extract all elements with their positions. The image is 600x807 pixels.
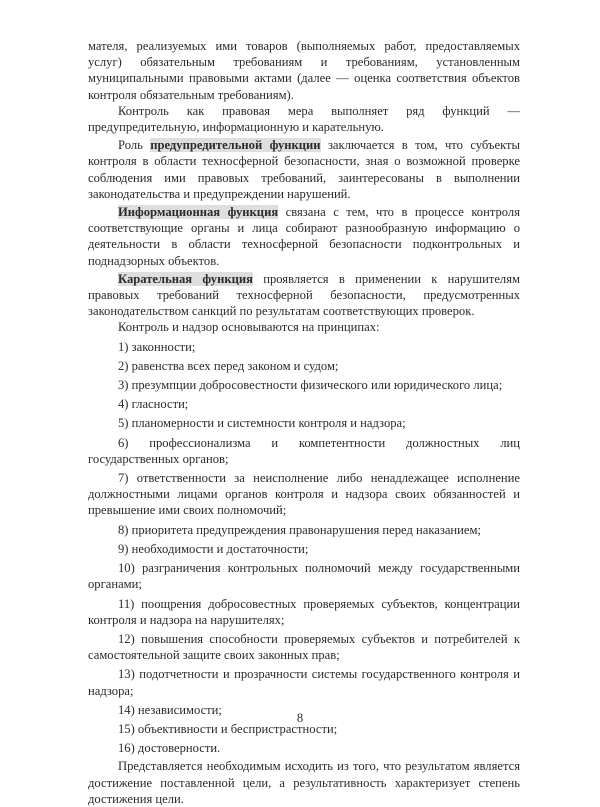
- paragraph-body: связана с тем, что в процессе контроля соответствующие органы и лица собирают разнообразную информацию о деятельности в области техносферной безопасности подконтрольных и поднадзорных объектов.: [88, 205, 521, 268]
- paragraph-body: проявляется в применении к нарушителям правовых требований техносферной безопасности, предусмотренных законодательством санкций по результатам соответствующих проверок.: [88, 271, 520, 319]
- principle-item: 9) необходимости и достаточности;: [118, 541, 309, 556]
- principle-item: 6) профессионализма и компетентности должностных лиц государственных органов;: [88, 435, 520, 466]
- principle-item: 15) объективности и беспристрастности;: [118, 721, 338, 736]
- term-preventive-function: предупредительной функции: [150, 138, 321, 153]
- principle-item: 3) презумпции добросовестности физического или юридического лица;: [118, 378, 503, 393]
- paragraph-body: заключается в том, что субъекты контроля в области техносферной безопасности, зная о возможной проверке соблюдения ими правовых требований, заинтересованы в выполнении законодательства и предупреждении нарушений.: [88, 138, 520, 201]
- paragraph-punitive-function: [88, 271, 520, 320]
- principle-item: 1) законности;: [118, 339, 196, 354]
- paragraph-lead: Роль: [118, 138, 151, 153]
- principle-item: 11) поощрения добросовестных проверяемых субъектов, концентрации контроля и надзора на нарушителях;: [88, 596, 520, 627]
- principle-item: 14) независимости;: [118, 702, 222, 717]
- page-number: 8: [296, 711, 304, 725]
- principle-item: 10) разграничения контрольных полномочий между государственными органами;: [88, 561, 520, 592]
- paragraph-functions: Контроль как правовая мера выполняет ряд функций — предупредительную, информационную и карательную.: [88, 103, 520, 135]
- principle-item: 5) планомерности и системности контроля и надзора;: [118, 416, 406, 431]
- body-text: [88, 38, 520, 807]
- principle-item: 12) повышения способности проверяемых субъектов и потребителей к самостоятельной защите своих законных прав;: [88, 631, 520, 663]
- principle-item: 13) подотчетности и прозрачности системы государственного контроля и надзора;: [88, 667, 520, 698]
- paragraph-principles-intro: Контроль и надзор основываются на принципах:: [118, 320, 380, 335]
- term-punitive-function: Карательная функция: [118, 271, 253, 286]
- principle-item: 7) ответственности за неисполнение либо ненадлежащее исполнение должностными лицами органов контроля и надзора своих обязанностей и превышение ими своих полномочий;: [88, 471, 520, 518]
- term-information-function: Информационная функция: [118, 205, 279, 220]
- principle-item: 4) гласности;: [118, 397, 189, 412]
- paragraph-closing: Представляется необходимым исходить из того, что результатом является достижение поставленной цели, а результативность характеризует степень достижения цели.: [88, 759, 520, 806]
- paragraph-information-function: [88, 204, 520, 269]
- paragraph-preventive-function: [88, 137, 520, 202]
- principle-item: 2) равенства всех перед законом и судом;: [118, 358, 339, 373]
- principle-item: 8) приоритета предупреждения правонарушения перед наказанием;: [118, 522, 481, 537]
- principle-item: 16) достоверности.: [118, 741, 221, 756]
- paragraph-continuation: мателя, реализуемых ими товаров (выполняемых работ, предоставляемых услуг) обязательным требованиям и требованиям, установленным муниципальными правовыми актами (далее — оценка соответствия объектов контроля обязательным требованиям).: [88, 39, 520, 102]
